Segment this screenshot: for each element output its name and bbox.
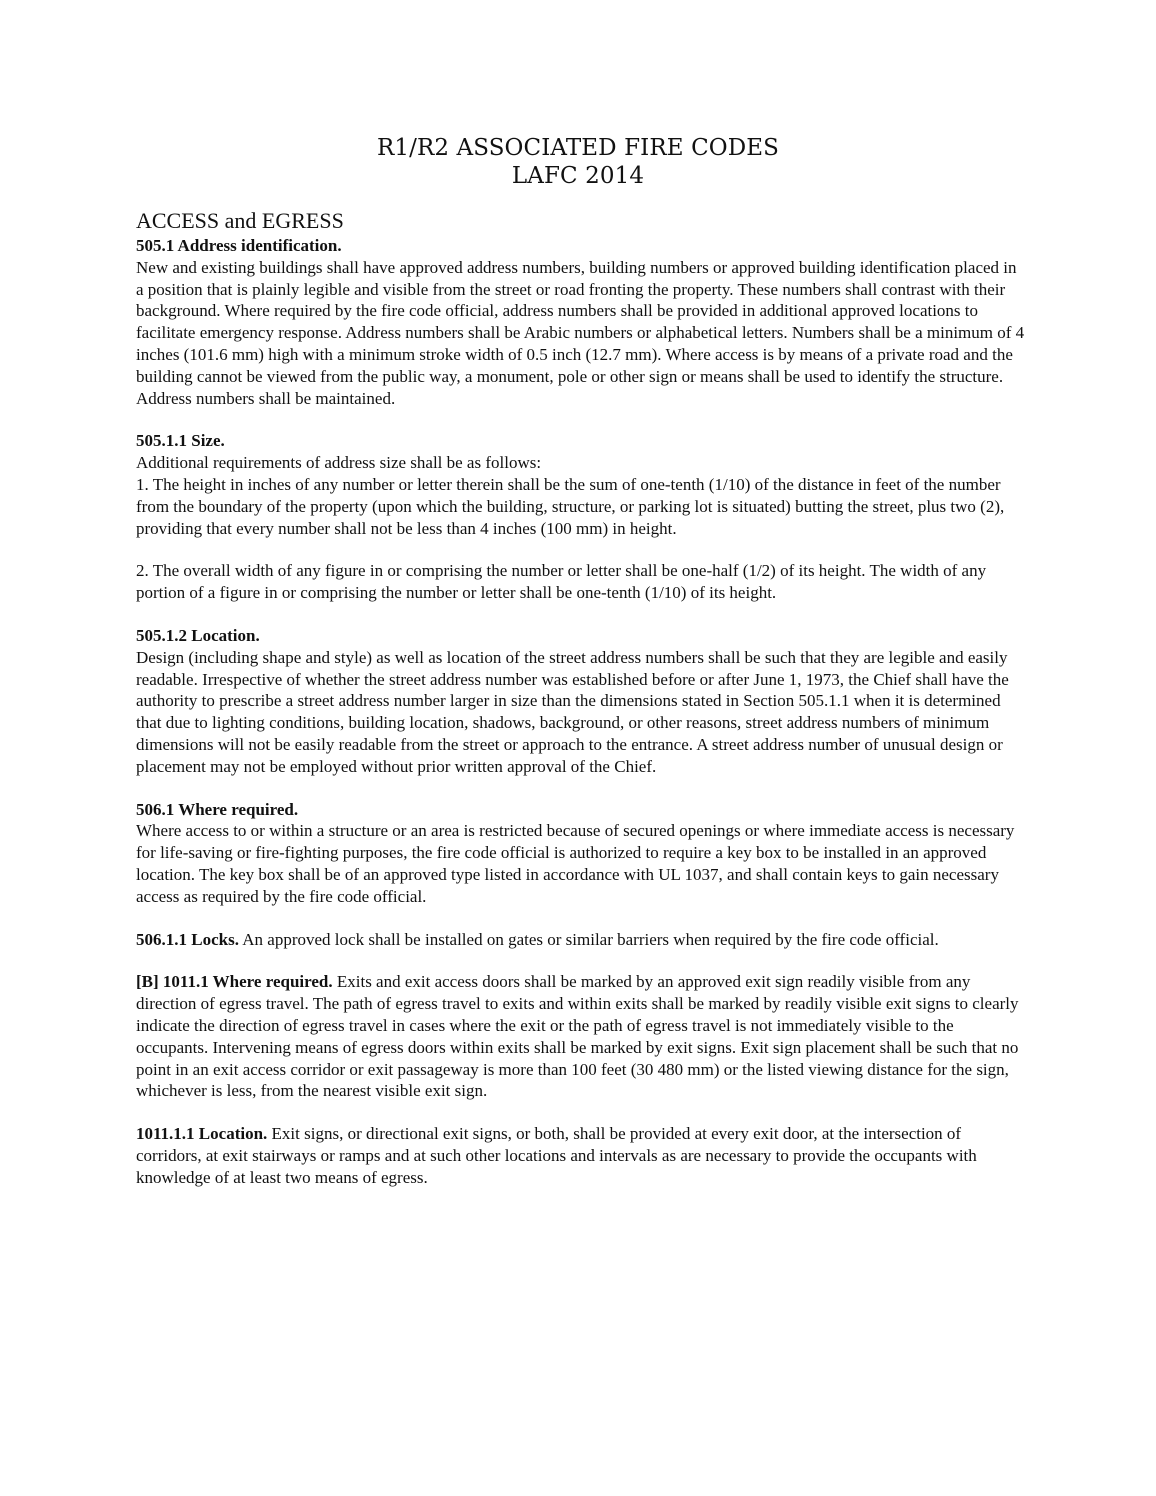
section-505-1-1-intro: Additional requirements of address size shall be as follows:: [136, 453, 542, 473]
section-506-1-1-text: An approved lock shall be installed on gates or similar barriers when required by the fire code official.: [238, 929, 939, 949]
section-506-1-text: Where access to or within a structure or an area is restricted because of secured openings or where immediate access is necessary for life-saving or fire-fighting purposes, the fire code official is authorized to require a key box to be installed in an approved location. The key box shall be of an approved type listed in accordance with UL 1037, and shall contain keys to gain necessary access as required by the fire code official.: [136, 821, 1015, 906]
section-505-1-heading: 505.1 Address identification.: [136, 236, 342, 255]
section-506-1-1: [136, 929, 1026, 951]
title-line-1: R1/R2 ASSOCIATED FIRE CODES: [376, 135, 780, 161]
section-505-1-2-text: Design (including shape and style) as well as location of the street address numbers shall be such that they are legible and easily readable. Irrespective of whether the street address number was established before or after June 1, 1973, the Chief shall have the authority to prescribe a street address number larger in size than the dimensions stated in Section 505.1.1 when it is determined that due to lighting conditions, building location, shadows, background, or other reasons, street address numbers of minimum dimensions will not be easily readable from the street or approach to the entrance. A street address number of unusual design or placement may not be employed without prior written approval of the Chief.: [136, 647, 1009, 776]
document-title: [0, 134, 1156, 190]
section-1011-1-text: Exits and exit access doors shall be marked by an approved exit sign readily visible from any direction of egress travel. The path of egress travel to exits and within exits shall be marked by readily visible exit signs to clearly indicate the direction of egress travel in cases where the exit or the path of egress travel is not immediately visible to the occupants. Intervening means of egress doors within exits shall be marked by exit signs. Exit sign placement shall be such that no point in an exit access corridor or exit passageway is more than 100 feet (30 480 mm) or the listed viewing distance for the sign, whichever is less, from the nearest visible exit sign.: [136, 972, 1019, 1101]
section-heading-access-egress: ACCESS and EGRESS: [136, 208, 344, 233]
section-505-1-2-heading: 505.1.2 Location.: [136, 625, 260, 645]
section-505-1-1-heading: 505.1.1 Size.: [136, 431, 225, 451]
section-1011-1: [136, 971, 1026, 1102]
section-1011-1-heading: [B] 1011.1 Where required.: [136, 972, 333, 992]
section-1011-1-1: [136, 1123, 1026, 1188]
section-1011-1-1-heading: 1011.1.1 Location.: [136, 1124, 268, 1144]
section-505-1-1-item-1: 1. The height in inches of any number or letter therein shall be the sum of one-tenth (1/10) of the distance in feet of the number from the boundary of the property (upon which the building, structure, or parking lot is situated) butting the street, plus two (2), providing that every number shall not be less than 4 inches (100 mm) in height.: [136, 474, 1005, 538]
section-506-1-1-heading: 506.1.1 Locks.: [136, 929, 239, 949]
section-505-1-1-item-2: 2. The overall width of any figure in or comprising the number or letter shall be one-half (1/2) of its height. The width of any portion of a figure in or comprising the number or letter shall be one-tenth (1/10) of its height.: [136, 561, 987, 603]
section-505-1-2: [136, 625, 1026, 778]
section-506-1: [136, 799, 1026, 908]
section-505-1-1-item-2-block: [136, 560, 1026, 604]
title-line-2: LAFC 2014: [511, 163, 645, 189]
section-505-1-1: [136, 430, 1026, 539]
section-1011-1-1-text: Exit signs, or directional exit signs, or both, shall be provided at every exit door, at the intersection of corridors, at exit stairways or ramps and at such other locations and intervals as are necessary to provide the occupants with knowledge of at least two means of egress.: [136, 1124, 977, 1187]
document-body: [136, 207, 1026, 1188]
section-506-1-heading: 506.1 Where required.: [136, 799, 299, 819]
section-505-1: [136, 235, 1026, 409]
section-505-1-text: New and existing buildings shall have approved address numbers, building numbers or approved building identification placed in a position that is plainly legible and visible from the street or road fronting the property. These numbers shall contrast with their background. Where required by the fire code official, address numbers shall be provided in additional approved locations to facilitate emergency response. Address numbers shall be Arabic numbers or alphabetical letters. Numbers shall be a minimum of 4 inches (101.6 mm) high with a minimum stroke width of 0.5 inch (12.7 mm). Where access is by means of a private road and the building cannot be viewed from the public way, a monument, pole or other sign or means shall be used to identify the structure. Address numbers shall be maintained.: [136, 257, 1025, 408]
